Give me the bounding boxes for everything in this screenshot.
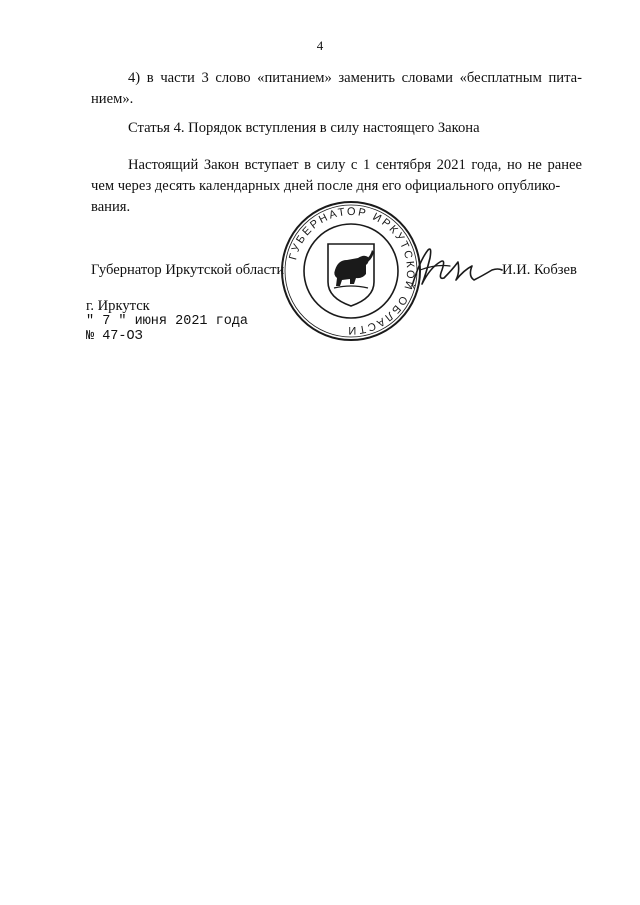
law-date-stamp: " 7 " июня 2021 года [86,314,249,329]
item-4-line-1: 4) в части 3 слово «питанием» заменить словами «бесплатным пита- [128,70,582,86]
item-4-paragraph [91,68,582,110]
article-4-line-3: вания. [91,199,131,215]
coat-of-arms-icon [328,244,374,306]
article-4-line-2: чем через десять календарных дней после дня его официального опублико- [91,178,561,194]
article-4-line-1: Настоящий Закон вступает в силу с 1 сентября 2021 года, но не ранее [128,157,582,173]
handwritten-signature [406,240,506,296]
item-4-line-2: нием». [91,91,134,107]
signer-name: И.И. Кобзев [502,262,577,278]
signer-title: Губернатор Иркутской области [91,262,285,278]
page-number: 4 [316,38,324,53]
law-number-stamp: № 47-ОЗ [86,329,143,344]
official-seal [280,200,422,342]
article-4-heading: Статья 4. Порядок вступления в силу настоящего Закона [128,120,480,136]
city-label: г. Иркутск [86,298,150,314]
seal-ring-text: ГУБЕРНАТОР ИРКУТСКОЙ ОБЛАСТИ [287,205,417,337]
